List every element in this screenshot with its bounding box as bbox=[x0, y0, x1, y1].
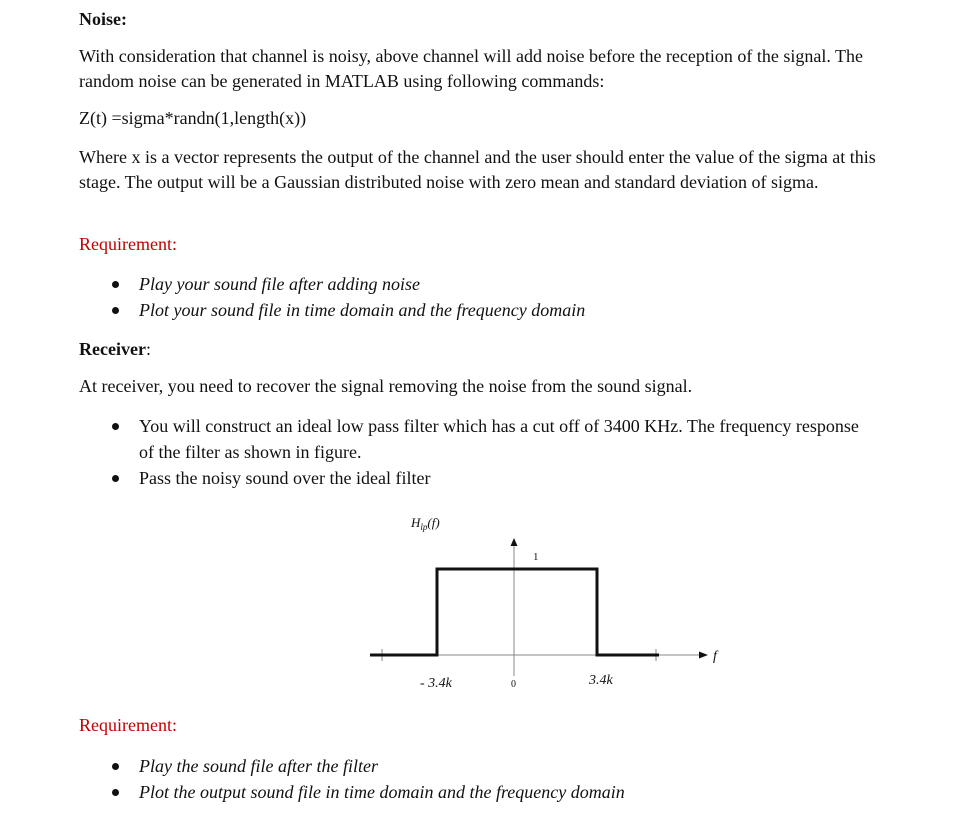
noise-explanation: Where x is a vector represents the output of the channel and the user should enter the value of the sigma at this stage. The output will be a Gaussian distributed noise with zero mean and standard deviation of sigma. bbox=[79, 147, 876, 192]
positive-cutoff-label: 3.4k bbox=[589, 673, 613, 688]
noise-heading bbox=[79, 8, 127, 30]
requirement-label-2: Requirement: bbox=[79, 715, 177, 735]
bullet-icon bbox=[112, 789, 119, 796]
negative-cutoff-label: - 3.4k bbox=[420, 676, 452, 691]
list-item-text: Plot your sound file in time domain and the frequency domain bbox=[139, 300, 586, 320]
list-item-text: Plot the output sound file in time domain and the frequency domain bbox=[139, 782, 625, 802]
receiver-heading-colon: : bbox=[145, 339, 151, 359]
bullet-icon bbox=[112, 281, 119, 288]
frequency-axis-label: f bbox=[713, 649, 717, 664]
bullet-icon bbox=[112, 307, 119, 314]
receiver-list bbox=[79, 413, 869, 491]
list-item bbox=[79, 465, 869, 491]
list-item bbox=[79, 271, 869, 297]
noise-description: With consideration that channel is noisy, above channel will add noise before the reception of the signal. The random noise can be generated in MATLAB using following commands: bbox=[79, 46, 864, 91]
horizontal-axis-arrow-icon bbox=[699, 652, 708, 659]
list-item bbox=[79, 413, 869, 465]
requirement-list-2 bbox=[79, 753, 869, 805]
requirement-list-1 bbox=[79, 271, 869, 323]
list-item bbox=[79, 297, 869, 323]
receiver-heading bbox=[79, 338, 151, 360]
matlab-command: Z(t) =sigma*randn(1,length(x)) bbox=[79, 108, 307, 128]
list-item-text: Pass the noisy sound over the ideal filter bbox=[139, 468, 431, 488]
requirement-label-1: Requirement: bbox=[79, 234, 177, 254]
vertical-axis-arrow-icon bbox=[511, 538, 518, 546]
bullet-icon bbox=[112, 423, 119, 430]
receiver-heading-text: Receiver bbox=[79, 339, 146, 359]
figure-title: $H_{lp}(f)$ bbox=[411, 515, 440, 532]
receiver-intro: At receiver, you need to recover the signal removing the noise from the sound signal. bbox=[79, 376, 693, 396]
bullet-icon bbox=[112, 475, 119, 482]
list-item bbox=[79, 753, 869, 779]
bullet-icon bbox=[112, 763, 119, 770]
list-item bbox=[79, 779, 869, 805]
list-item-text: Play the sound file after the filter bbox=[139, 756, 378, 776]
noise-heading-text: Noise: bbox=[79, 9, 127, 29]
zero-label: 0 bbox=[511, 679, 516, 690]
peak-label: 1 bbox=[533, 551, 539, 563]
list-item-text: You will construct an ideal low pass filter which has a cut off of 3400 KHz. The frequency response of the filter as shown in figure. bbox=[139, 416, 859, 462]
ideal-lowpass-filter-figure bbox=[289, 508, 739, 693]
list-item-text: Play your sound file after adding noise bbox=[139, 274, 420, 294]
